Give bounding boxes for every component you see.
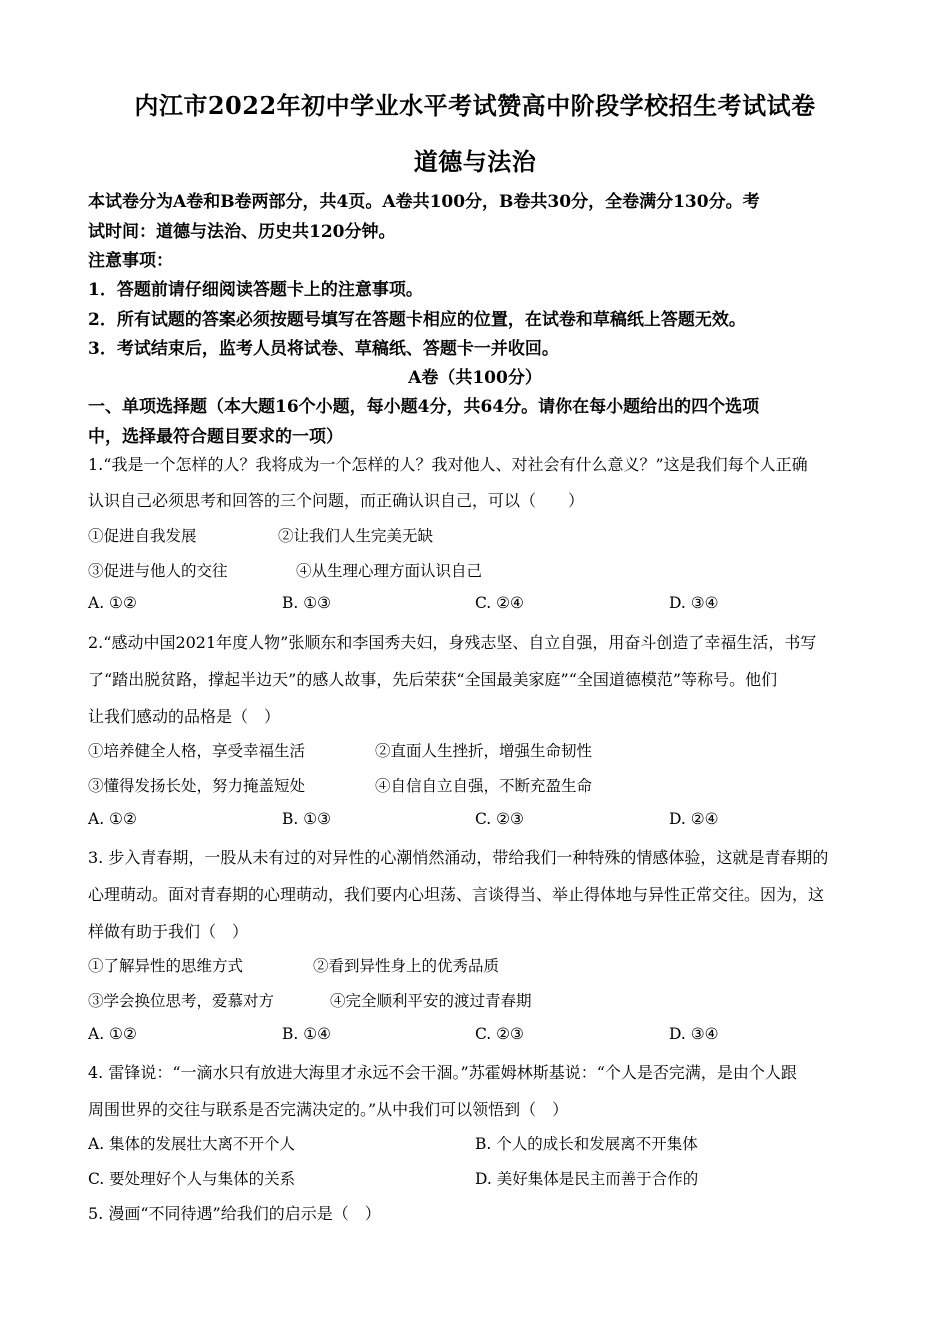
part-heading-line-2: 中，选择最符合题目要求的一项）	[88, 427, 343, 447]
q2-option-b: B. ①③	[282, 810, 332, 828]
q1-item: ①促进自我发展	[88, 527, 197, 545]
q1-item: ④从生理心理方面认识自己	[296, 562, 483, 580]
q5-stem: 5. 漫画“不同待遇”给我们的启示是（ ）	[88, 1204, 381, 1223]
q2-stem-line: 让我们感动的品格是（ ）	[88, 707, 281, 726]
q4-option-a: A. 集体的发展壮大离不开个人	[88, 1135, 296, 1153]
q2-stem-line: 2.“感动中国2021年度人物”张顺东和李国秀夫妇，身残志坚、自立自强，用奋斗创造了幸福生活，书写	[88, 633, 817, 652]
q2-item: ④自信自立自强，不断充盈生命	[375, 777, 593, 795]
q1-option-c: C. ②④	[475, 594, 524, 612]
q3-stem-line: 样做有助于我们（ ）	[88, 922, 249, 941]
part-heading-line-1: 一、单项选择题（本大题16个小题，每小题4分，共64分。请你在每小题给出的四个选项	[88, 397, 760, 417]
q4-stem-line: 4. 雷锋说：“一滴水只有放进大海里才永远不会干涸。”苏霍姆林斯基说：“个人是否完满，是由个人跟	[88, 1063, 797, 1082]
q3-stem-line: 3. 步入青春期，一股从未有过的对异性的心潮悄然涌动，带给我们一种特殊的情感体验，这就是青春期的	[88, 848, 829, 867]
q2-option-c: C. ②③	[475, 810, 524, 828]
q1-item: ③促进与他人的交往	[88, 562, 228, 580]
q4-option-c: C. 要处理好个人与集体的关系	[88, 1170, 296, 1188]
q3-item: ①了解异性的思维方式	[88, 957, 244, 975]
intro-line-1: 本试卷分为A卷和B卷两部分，共4页。A卷共100分，B卷共30分，全卷满分130分。考	[88, 192, 760, 212]
q2-option-d: D. ②④	[669, 810, 719, 828]
q1-stem-line: 认识自己必须思考和回答的三个问题，而正确认识自己，可以（ ）	[88, 491, 585, 510]
q3-item: ③学会换位思考，爱慕对方	[88, 992, 275, 1010]
q2-item: ①培养健全人格，享受幸福生活	[88, 742, 306, 760]
q1-stem-line: 1.“我是一个怎样的人？我将成为一个怎样的人？我对他人、对社会有什么意义？”这是我们每个人正确	[88, 455, 808, 474]
q3-item: ②看到异性身上的优秀品质	[313, 957, 500, 975]
subject-title: 道德与法治	[413, 147, 537, 176]
q1-option-a: A. ①②	[88, 594, 137, 612]
q2-stem-line: 了“踏出脱贫路，撑起半边天”的感人故事，先后荣获“全国最美家庭”“全国道德模范”等称号。他们	[88, 670, 778, 689]
section-title: A卷（共100分）	[408, 368, 542, 388]
q3-option-d: D. ③④	[669, 1025, 719, 1043]
q3-option-a: A. ①②	[88, 1025, 137, 1043]
q2-item: ③懂得发扬长处，努力掩盖短处	[88, 777, 306, 795]
intro-line-2: 试时间：道德与法治、历史共120分钟。	[88, 222, 396, 242]
q1-option-b: B. ①③	[282, 594, 332, 612]
q4-option-b: B. 个人的成长和发展离不开集体	[475, 1135, 698, 1153]
note-item: 1．答题前请仔细阅读答题卡上的注意事项。	[88, 280, 423, 300]
q4-option-d: D. 美好集体是民主而善于合作的	[475, 1170, 699, 1188]
q1-option-d: D. ③④	[669, 594, 719, 612]
note-item: 3．考试结束后，监考人员将试卷、草稿纸、答题卡一并收回。	[88, 339, 559, 359]
q3-option-c: C. ②③	[475, 1025, 524, 1043]
q2-option-a: A. ①②	[88, 810, 137, 828]
note-item: 2．所有试题的答案必须按题号填写在答题卡相应的位置，在试卷和草稿纸上答题无效。	[88, 310, 746, 330]
exam-title: 内江市2022年初中学业水平考试赞高中阶段学校招生考试试卷	[134, 91, 816, 120]
q3-item: ④完全顺利平安的渡过青春期	[330, 992, 532, 1010]
q2-item: ②直面人生挫折，增强生命韧性	[375, 742, 593, 760]
notes-title: 注意事项：	[88, 251, 173, 271]
q1-item: ②让我们人生完美无缺	[278, 527, 434, 545]
q3-option-b: B. ①④	[282, 1025, 332, 1043]
q4-stem-line: 周围世界的交往与联系是否完满决定的。”从中我们可以领悟到（ ）	[88, 1100, 569, 1119]
q3-stem-line: 心理萌动。面对青春期的心理萌动，我们要内心坦荡、言谈得当、举止得体地与异性正常交往。因为，这	[88, 885, 825, 904]
